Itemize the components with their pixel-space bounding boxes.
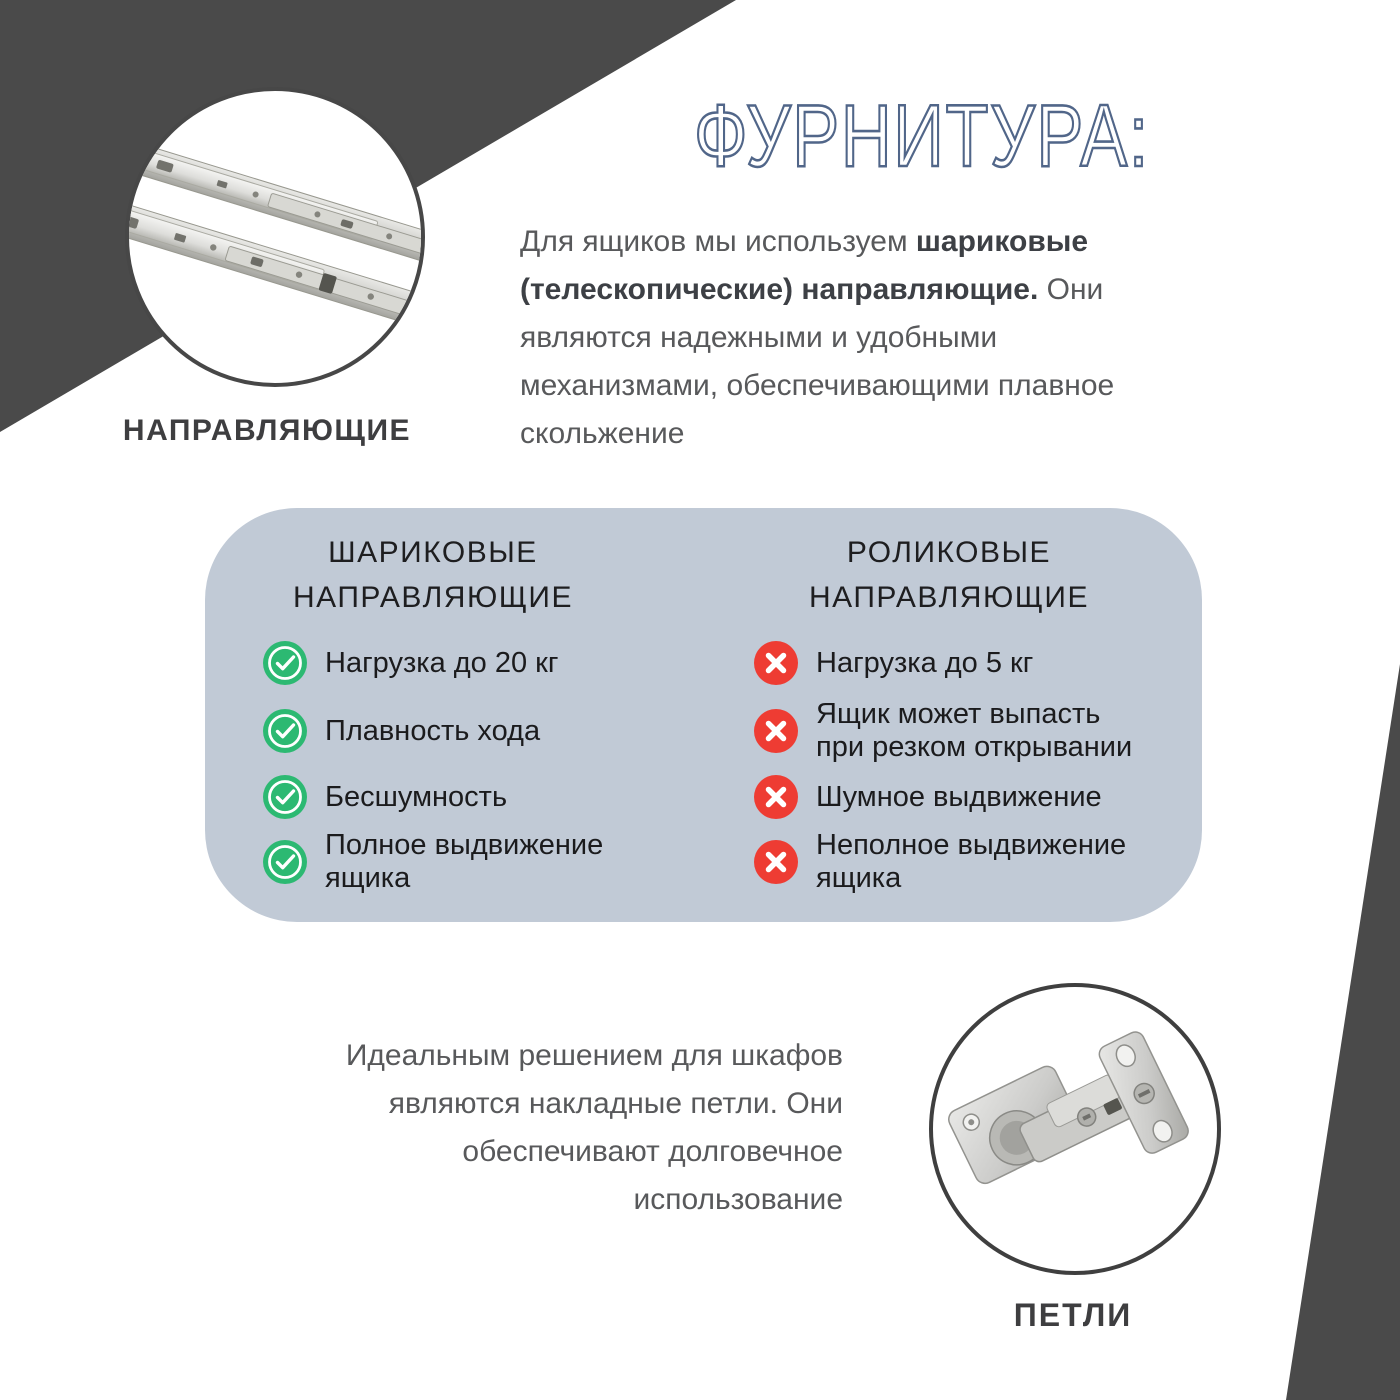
check-icon	[263, 709, 307, 753]
roller-slides-items	[754, 632, 1194, 898]
bottom-right-dark-wedge	[1286, 664, 1400, 1400]
cross-icon	[754, 775, 798, 819]
list-item: Полное выдвижение ящика	[263, 826, 703, 898]
list-item: Бесшумность	[263, 768, 703, 826]
cross-icon	[754, 840, 798, 884]
intro-paragraph	[520, 218, 1200, 458]
list-item: Плавность хода	[263, 694, 703, 768]
check-icon	[263, 775, 307, 819]
hinge-caption: ПЕТЛИ	[1013, 1297, 1133, 1333]
list-item: Ящик может выпасть при резком открывании	[754, 694, 1194, 768]
comparison-panel	[205, 508, 1202, 922]
hinges-paragraph: Идеальным решением для шкафов являются накладные петли. Они обеспечивают долговечное использование	[345, 1039, 843, 1216]
cross-icon	[754, 641, 798, 685]
hinge-photo	[933, 987, 1217, 1271]
ball-slides-header: ШАРИКОВЫЕ НАПРАВЛЯЮЩИЕ	[293, 536, 573, 614]
roller-slides-header: РОЛИКОВЫЕ НАПРАВЛЯЮЩИЕ	[809, 536, 1089, 614]
cross-icon	[754, 709, 798, 753]
ball-slides-items	[263, 632, 703, 898]
intro-line: (телескопические) направляющие. Они	[520, 273, 1104, 306]
slides-photo-circle	[125, 87, 425, 387]
page-title: ФУРНИТУРА:	[694, 86, 1150, 185]
check-icon	[263, 840, 307, 884]
intro-line: скольжение	[520, 417, 685, 450]
slides-caption: НАПРАВЛЯЮЩИЕ	[122, 414, 412, 447]
intro-line: Для ящиков мы используем шариковые	[520, 225, 1089, 258]
hinge-photo-circle	[929, 983, 1221, 1275]
intro-line: механизмами, обеспечивающими плавное	[520, 369, 1115, 402]
intro-line: являются надежными и удобными	[520, 321, 998, 354]
list-item: Нагрузка до 5 кг	[754, 632, 1194, 694]
drawer-slides-photo	[129, 91, 421, 383]
list-item: Нагрузка до 20 кг	[263, 632, 703, 694]
check-icon	[263, 641, 307, 685]
list-item: Неполное выдвижение ящика	[754, 826, 1194, 898]
list-item: Шумное выдвижение	[754, 768, 1194, 826]
